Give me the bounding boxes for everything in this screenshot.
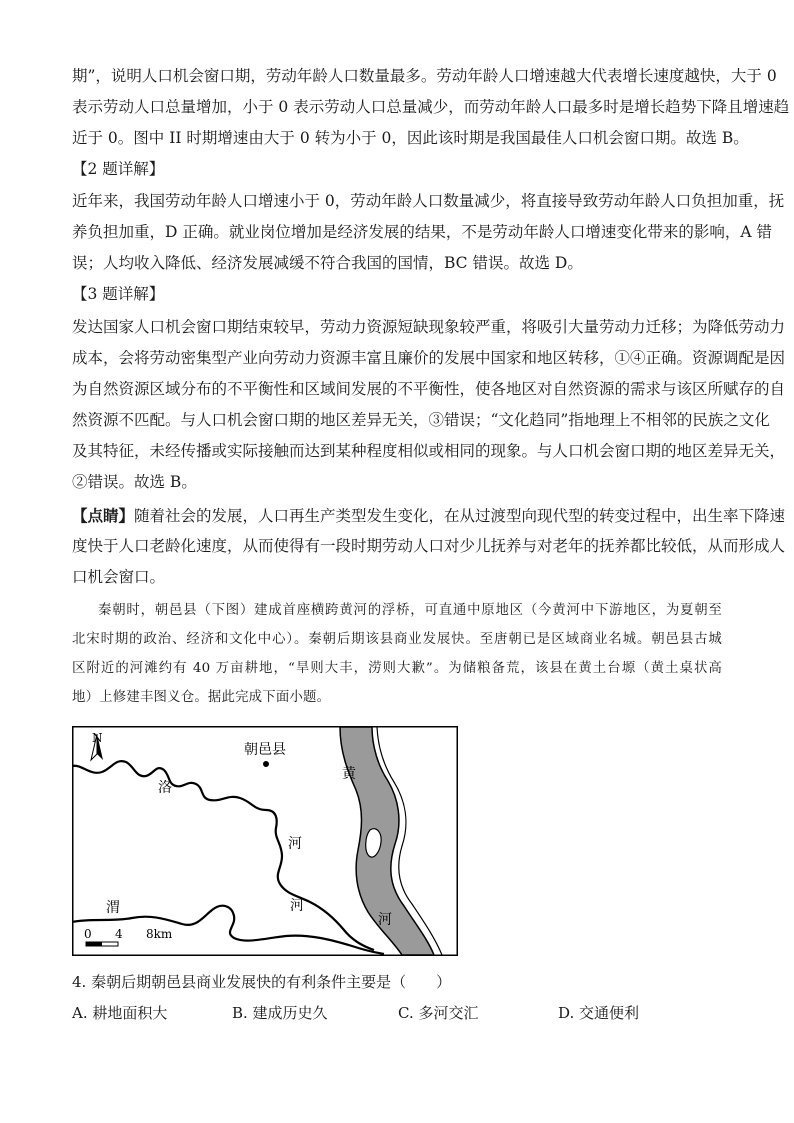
yellow-label-2: 河 — [378, 912, 392, 928]
river-map — [72, 726, 458, 956]
q2-line: 近年来，我国劳动年龄人口增速小于 0，劳动年龄人口数量减少，将直接导致劳动年龄人口负担加重，抚 — [72, 192, 785, 210]
passage-line: 北宋时期的政治、经济和文化中心）。秦朝后期该县商业发展快。至唐朝已是区域商业名城。朝邑县古城 — [72, 632, 722, 647]
option-b[interactable]: B. 建成历史久 — [232, 1004, 328, 1022]
q3-line: 然资源不匹配。与人口机会窗口期的地区差异无关，③错误；“文化趋同”指地理上不相邻的民族之文化 — [72, 411, 770, 429]
luo-label-2: 河 — [288, 836, 302, 852]
wei-label-2: 河 — [290, 898, 304, 914]
q3-line: 及其特征，未经传播或实际接触而达到某种程度相似或相同的现象。与人口机会窗口期的地区差异无关， — [72, 442, 786, 460]
question-stem: 4. 秦朝后期朝邑县商业发展快的有利条件主要是（ ） — [72, 973, 452, 991]
north-label: N — [92, 731, 103, 745]
scale-label-4: 4 — [115, 927, 123, 941]
explanation-line: 期”，说明人口机会窗口期，劳动年龄人口数量最多。劳动年龄人口增速越大代表增长速度越快，大于 0 — [72, 67, 777, 85]
hint-line: 度快于人口老龄化速度，从而使得有一段时期劳动人口对少儿抚养与对老年的抚养都比较低，从而形成人 — [72, 537, 786, 555]
hint-text: 随着社会的发展，人口再生产类型发生变化，在从过渡型向现代型的转变过程中，出生率下降速 — [134, 507, 786, 525]
q2-line: 养负担加重，D 正确。就业岗位增加是经济发展的结果，不是劳动年龄人口增速变化带来的影响，A 错 — [72, 223, 772, 241]
luo-label-1: 洛 — [158, 780, 172, 796]
scale-label-8: 8km — [146, 927, 173, 941]
county-label: 朝邑县 — [244, 742, 286, 758]
q3-header: 【3 题详解】 — [72, 285, 165, 303]
county-marker-icon — [263, 761, 269, 767]
explanation-line: 近于 0。图中 II 时期增速由大于 0 转为小于 0，因此该时期是我国最佳人口机会窗口期。故选 B。 — [72, 129, 749, 147]
passage-line: 秦朝时，朝邑县（下图）建成首座横跨黄河的浮桥，可直通中原地区（今黄河中下游地区，为夏朝至 — [98, 603, 722, 618]
explanation-line: 表示劳动人口总量增加，小于 0 表示劳动人口总量减少，而劳动年龄人口最多时是增长趋势下降且增速趋 — [72, 98, 790, 116]
passage-line: 区附近的河滩约有 40 万亩耕地，“旱则大丰，涝则大歉”。为储粮备荒，该县在黄土台塬（黄土桌状高 — [72, 661, 722, 676]
q2-header: 【2 题详解】 — [72, 160, 165, 178]
q3-line: 发达国家人口机会窗口期结束较早，劳动力资源短缺现象较严重，将吸引大量劳动力迁移；为降低劳动力 — [72, 318, 786, 336]
hint-line: 口机会窗口。 — [72, 568, 166, 586]
q3-line: 为自然资源区域分布的不平衡性和区域间发展的不平衡性，使各地区对自然资源的需求与该区所赋存的自 — [72, 380, 786, 398]
hint-line-first — [72, 500, 786, 532]
passage-line: 地）上修建丰图义仓。据此完成下面小题。 — [72, 690, 331, 705]
option-c[interactable]: C. 多河交汇 — [398, 1004, 479, 1022]
yellow-label-1: 黄 — [342, 766, 356, 782]
wei-label-1: 渭 — [106, 900, 120, 916]
q3-line: 成本，会将劳动密集型产业向劳动力资源丰富且廉价的发展中国家和地区转移，①④正确。资源调配是因 — [72, 349, 786, 367]
scale-label-0: 0 — [84, 927, 92, 941]
q3-line: ②错误。故选 B。 — [72, 473, 197, 491]
scale-bar — [86, 942, 118, 946]
hint-label: 【点睛】 — [72, 506, 135, 525]
option-a[interactable]: A. 耕地面积大 — [72, 1004, 168, 1022]
q2-line: 误；人均收入降低、经济发展减缓不符合我国的国情，BC 错误。故选 D。 — [72, 254, 583, 272]
option-d[interactable]: D. 交通便利 — [558, 1004, 640, 1022]
